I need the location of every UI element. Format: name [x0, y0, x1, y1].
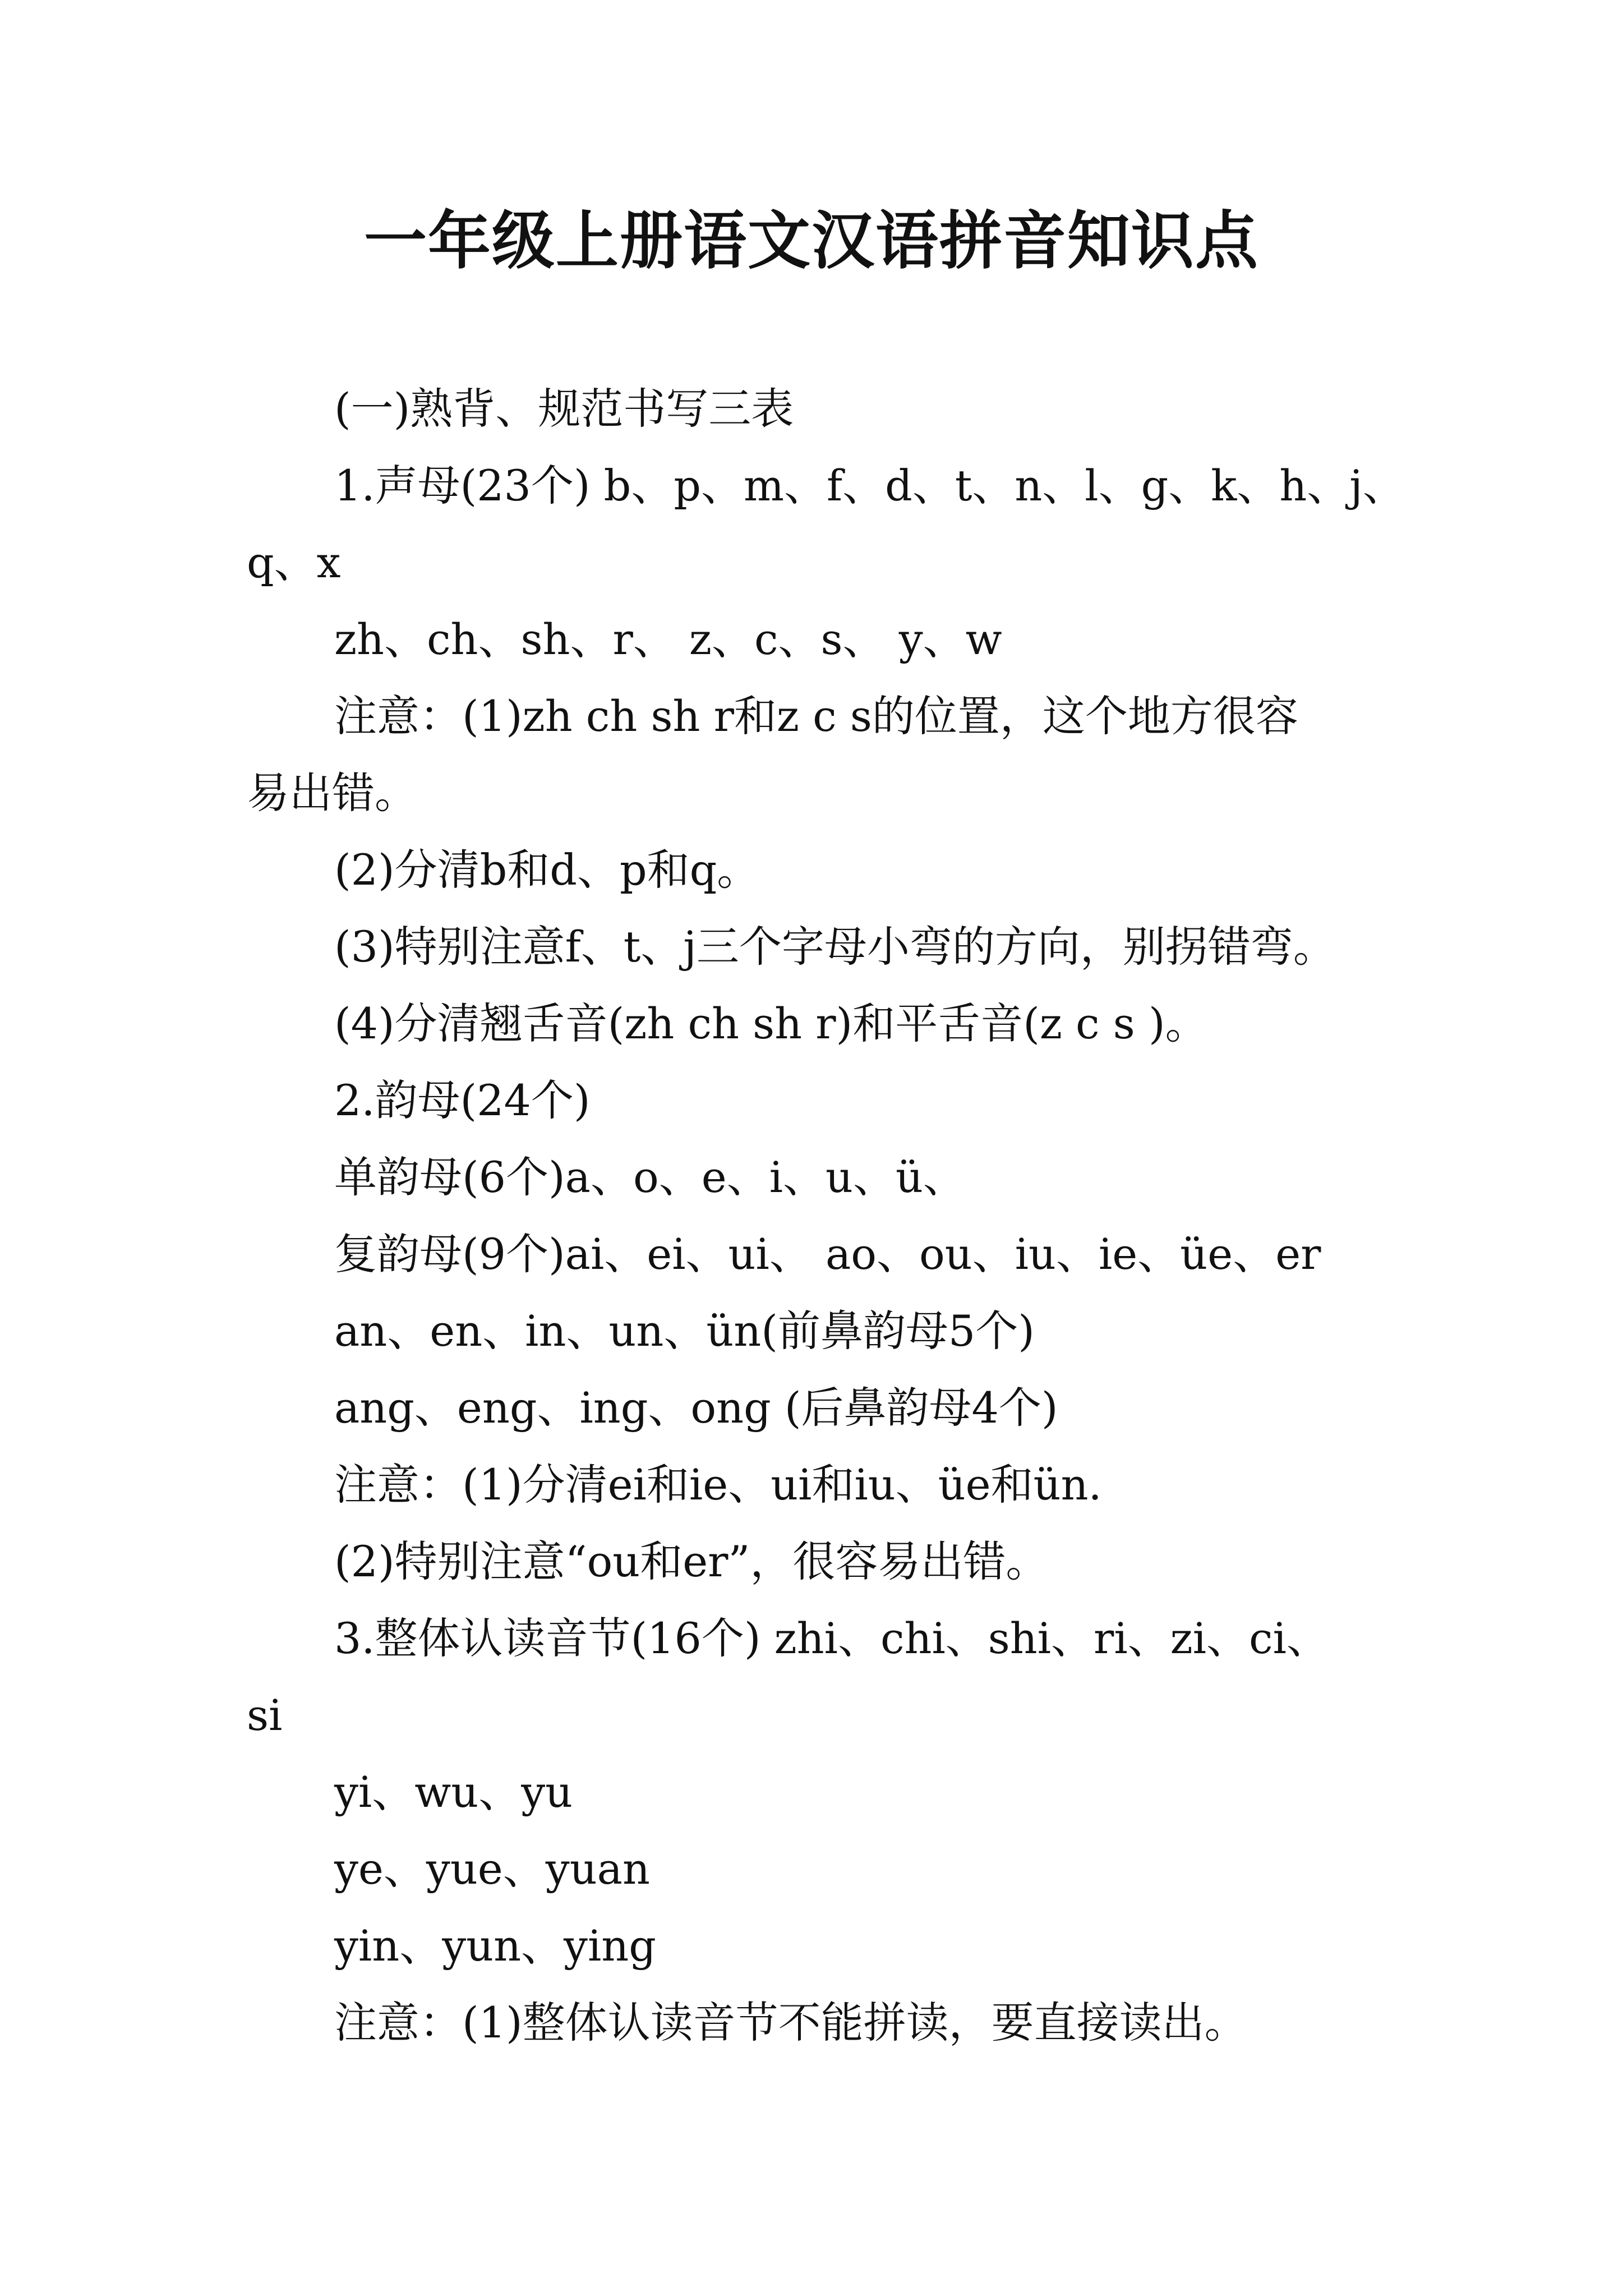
syllables-line-y-w: yi、wu、yu: [334, 1767, 573, 1817]
syllables-heading: 3.整体认读音节(16个) zhi、chi、shi、ri、zi、ci、: [334, 1613, 1329, 1663]
initials-line-2: zh、ch、sh、r、 z、c、s、 y、w: [334, 614, 1002, 664]
syllables-continuation: si: [247, 1690, 283, 1740]
syllables-line-ye: ye、yue、yuan: [334, 1844, 650, 1894]
front-nasal-finals-line: an、en、in、un、ün(前鼻韵母5个): [334, 1306, 1035, 1356]
section-heading: (一)熟背、规范书写三表: [334, 384, 794, 434]
document-title: 一年级上册语文汉语拼音知识点: [364, 204, 1259, 278]
note-item-3: (3)特别注意f、t、j三个字母小弯的方向，别拐错弯。: [334, 922, 1336, 972]
note-continuation: 易出错。: [247, 768, 417, 818]
compound-finals-line: 复韵母(9个)ai、ei、ui、 ao、ou、iu、ie、üe、er: [334, 1229, 1321, 1279]
finals-heading: 2.韵母(24个): [334, 1075, 591, 1125]
note-line: 注意：(1)zh ch sh r和z c s的位置，这个地方很容: [334, 691, 1298, 741]
syllables-note-line: 注意：(1)整体认读音节不能拼读，要直接读出。: [334, 1998, 1247, 2047]
back-nasal-finals-line: ang、eng、ing、ong (后鼻韵母4个): [334, 1383, 1058, 1433]
document-body: [247, 370, 1405, 2061]
note-item-2: (2)分清b和d、p和q。: [334, 845, 760, 895]
initials-line: 1.声母(23个) b、p、m、f、d、t、n、l、g、k、h、j、: [334, 461, 1405, 510]
note-item-4: (4)分清翘舌音(zh ch sh r)和平舌音(z c s )。: [334, 999, 1208, 1048]
finals-note-line: 注意：(1)分清ei和ie、ui和iu、üe和ün.: [334, 1460, 1102, 1510]
syllables-line-yin: yin、yun、ying: [334, 1921, 656, 1971]
finals-note-item-2: (2)特别注意“ou和er”，很容易出错。: [334, 1536, 1049, 1586]
initials-continuation: q、x: [247, 537, 341, 587]
single-finals-line: 单韵母(6个)a、o、e、i、u、ü、: [334, 1152, 966, 1202]
